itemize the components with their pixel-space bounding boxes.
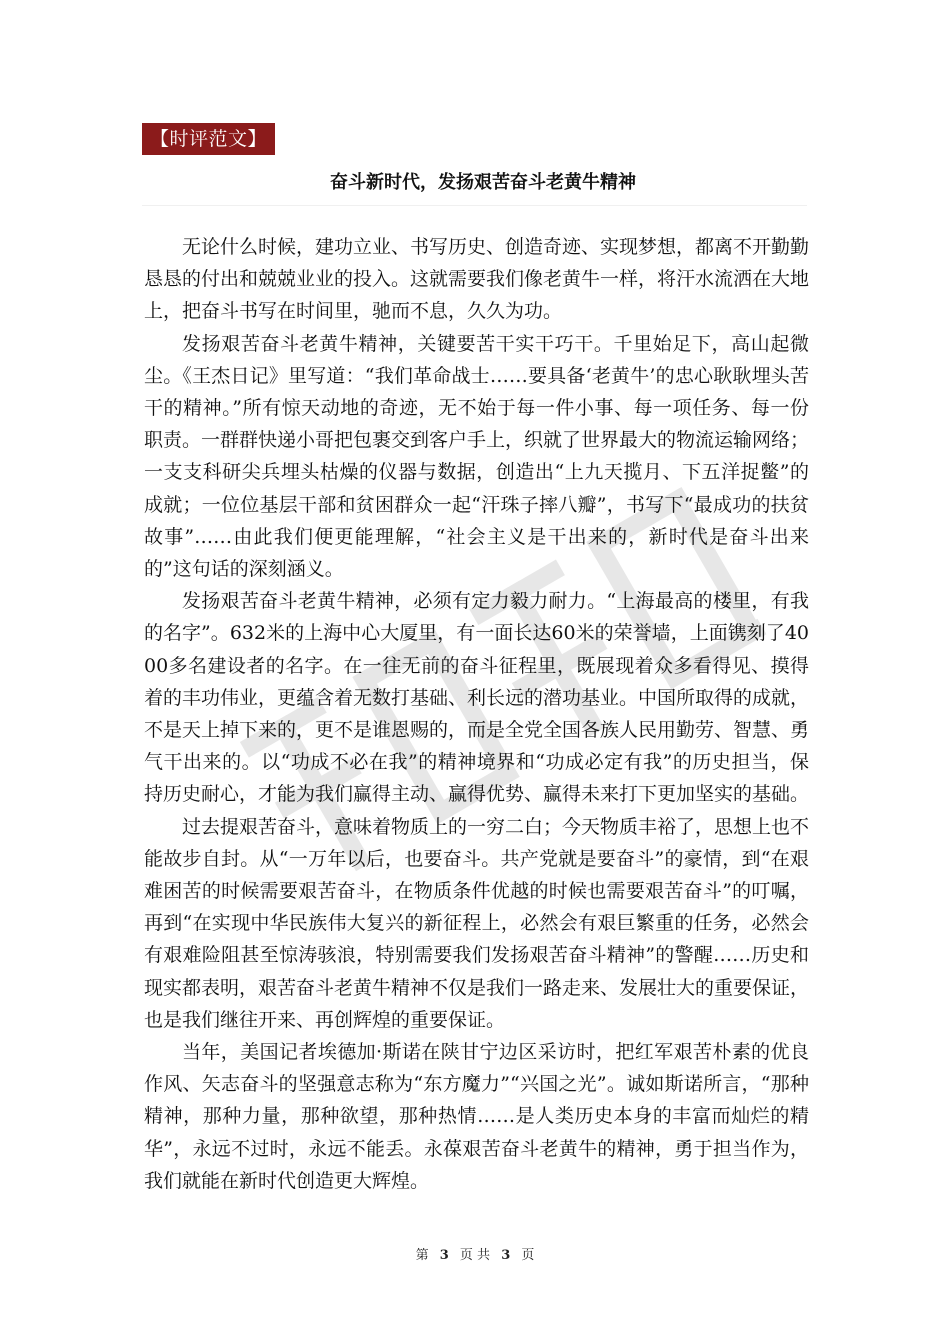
section-tag: 【时评范文】: [142, 123, 275, 155]
page-footer: [0, 1246, 950, 1266]
paragraph-2: 发扬艰苦奋斗老黄牛精神，关键要苦干实干巧干。千里始足下，高山起微尘。《王杰日记》里写道：“我们革命战士……要具备‘老黄牛’的忠心耿耿埋头苦干的精神。”所有惊天动地的奇迹，无不始于每一件小事、每一项任务、每一份职责。一群群快递小哥把包裹交到客户手上，织就了世界最大的物流运输网络；一支支科研尖兵埋头枯燥的仪器与数据，创造出“上九天揽月、下五洋捉鳖”的成就；一位位基层干部和贫困群众一起“汗珠子摔八瓣”，书写下“最成功的扶贫故事”……由此我们便更能理解，“社会主义是干出来的，新时代是奋斗出来的”这句话的深刻涵义。: [144, 332, 810, 581]
article-body: [144, 231, 809, 1197]
paragraph-4: 过去提艰苦奋斗，意味着物质上的一穷二白；今天物质丰裕了，思想上也不能故步自封。从“一万年以后，也要奋斗。共产党就是要奋斗”的豪情，到“在艰难困苦的时候需要艰苦奋斗，在物质条件优越的时候也需要艰苦奋斗”的叮嘱，再到“在实现中华民族伟大复兴的新征程上，必然会有艰巨繁重的任务，必然会有艰难险阻甚至惊涛骇浪，特别需要我们发扬艰苦奋斗精神”的警醒……历史和现实都表明，艰苦奋斗老黄牛精神不仅是我们一路走来、发展壮大的重要保证，也是我们继往开来、再创辉煌的重要保证。: [144, 815, 810, 1031]
total-page-number: 3: [501, 1248, 511, 1263]
paragraph-5: 当年，美国记者埃德加·斯诺在陕甘宁边区采访时，把红军艰苦朴素的优良作风、矢志奋斗的坚强意志称为“东方魔力”“兴国之光”。诚如斯诺所言，“那种精神，那种力量，那种欲望，那种热情……是人类历史本身的丰富而灿烂的精华”，永远不过时，永远不能丢。永葆艰苦奋斗老黄牛的精神，勇于担当作为，我们就能在新时代创造更大辉煌。: [144, 1041, 809, 1192]
article-title: 奋斗新时代，发扬艰苦奋斗老黄牛精神: [330, 172, 636, 193]
footer-prefix: 第: [415, 1248, 429, 1263]
current-page-number: 3: [439, 1248, 449, 1263]
footer-suffix: 页: [521, 1248, 535, 1263]
footer-middle: 页 共: [459, 1248, 491, 1263]
paragraph-3: 发扬艰苦奋斗老黄牛精神，必须有定力毅力耐力。“上海最高的楼里，有我的名字”。632米的上海中心大厦里，有一面长达60米的荣誉墙，上面镌刻了4000多名建设者的名字。在一往无前的奋斗征程里，既展现着众多看得见、摸得着的丰功伟业，更蕴含着无数打基础、利长远的潜功基业。中国所取得的成就，不是天上掉下来的，更不是谁恩赐的，而是全党全国各族人民用勤劳、智慧、勇气干出来的。以“功成不必在我”的精神境界和“功成必定有我”的历史担当，保持历史耐心，才能为我们赢得主动、赢得优势、赢得未来打下更加坚实的基础。: [144, 590, 810, 806]
title-divider: [142, 205, 807, 206]
paragraph-1: 无论什么时候，建功立业、书写历史、创造奇迹、实现梦想，都离不开勤勤恳恳的付出和兢兢业业的投入。这就需要我们像老黄牛一样，将汗水流洒在大地上，把奋斗书写在时间里，驰而不息，久久为功。: [144, 236, 810, 323]
